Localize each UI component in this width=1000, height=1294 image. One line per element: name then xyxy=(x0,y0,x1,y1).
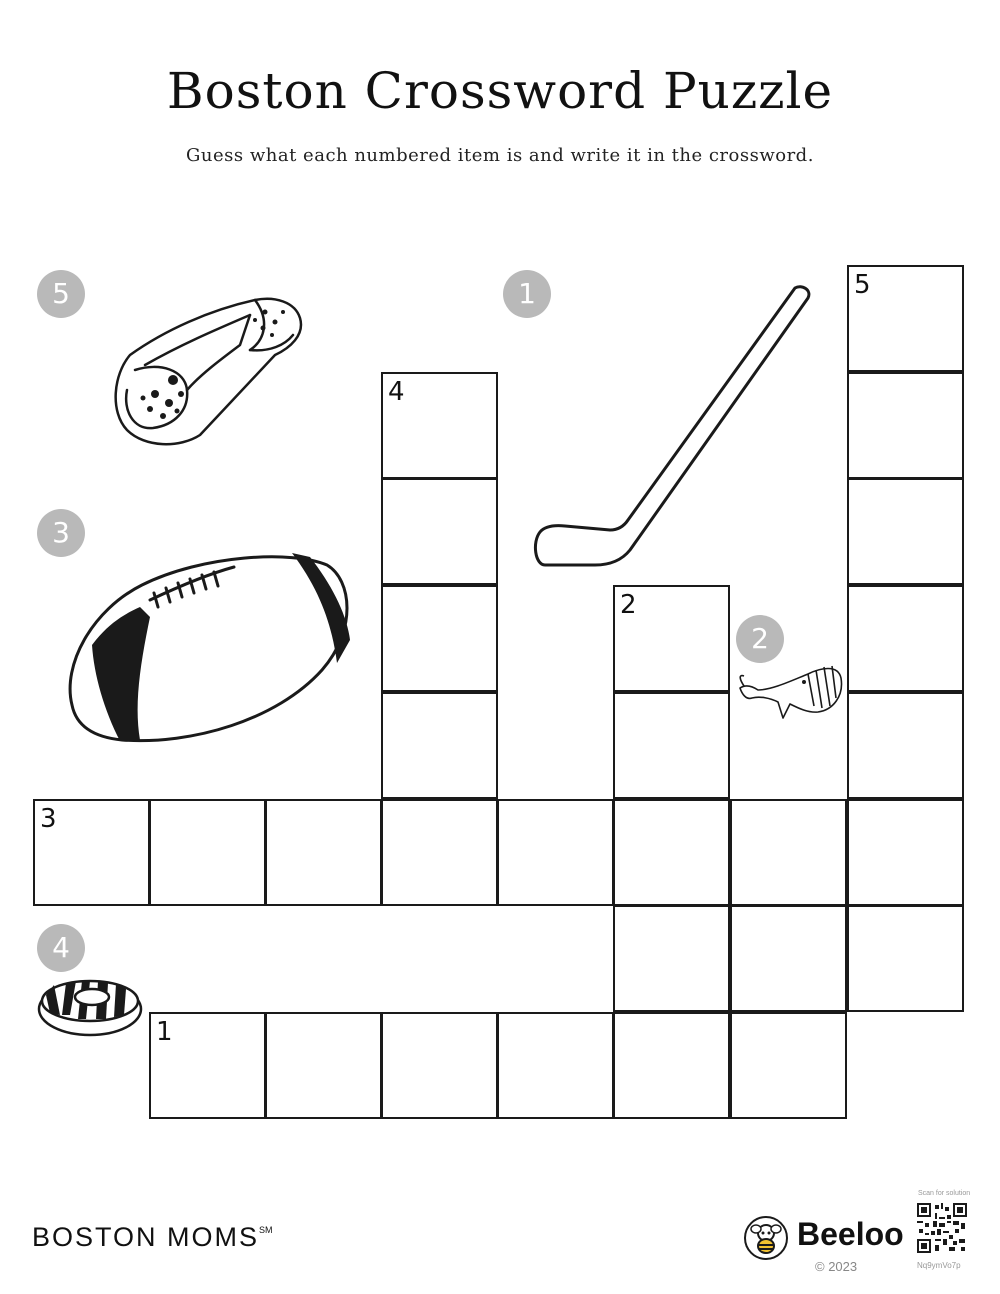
football-icon xyxy=(62,545,354,745)
crossword-cell[interactable] xyxy=(149,1012,266,1119)
crossword-cell[interactable] xyxy=(497,799,614,906)
donut-icon xyxy=(36,975,146,1039)
beeloo-logo: Beeloo xyxy=(797,1216,904,1252)
crossword-cell[interactable] xyxy=(613,905,730,1012)
clue-number: 5 xyxy=(854,270,871,300)
crossword-cell[interactable] xyxy=(613,585,730,692)
crossword-cell[interactable] xyxy=(847,585,964,692)
qr-code-icon[interactable] xyxy=(917,1203,967,1253)
instructions: Guess what each numbered item is and write it in the crossword. xyxy=(186,145,814,166)
hockey-stick-icon xyxy=(530,280,820,570)
service-mark: SM xyxy=(259,1225,273,1235)
page-title: Boston Crossword Puzzle xyxy=(166,62,834,120)
clue-number: 4 xyxy=(388,377,405,407)
crossword-cell[interactable] xyxy=(381,585,498,692)
crossword-cell[interactable] xyxy=(613,692,730,799)
clue-number: 2 xyxy=(620,590,637,620)
clue-badge-2: 2 xyxy=(736,615,784,663)
crossword-cell[interactable] xyxy=(265,799,382,906)
brand-name: BOSTON MOMS xyxy=(32,1222,260,1252)
crossword-cell[interactable] xyxy=(265,1012,382,1119)
qr-caption: Scan for solution xyxy=(918,1190,971,1197)
crossword-cell[interactable] xyxy=(613,799,730,906)
clue-number: 3 xyxy=(40,804,57,834)
crossword-cell[interactable] xyxy=(497,1012,614,1119)
clue-badge-1: 1 xyxy=(503,270,551,318)
qr-code-label: Nq9ymVo7p xyxy=(917,1261,961,1270)
bee-icon xyxy=(743,1215,789,1261)
boston-moms-logo xyxy=(32,1222,273,1253)
crossword-cell[interactable] xyxy=(847,692,964,799)
clue-badge-5: 5 xyxy=(37,270,85,318)
crossword-cell[interactable] xyxy=(847,799,964,906)
crossword-cell[interactable] xyxy=(847,478,964,585)
crossword-cell[interactable] xyxy=(730,799,847,906)
crossword-cell[interactable] xyxy=(847,372,964,479)
crossword-cell[interactable] xyxy=(847,265,964,372)
crossword-cell[interactable] xyxy=(847,905,964,1012)
cannoli-icon xyxy=(105,290,310,450)
whale-icon xyxy=(738,660,844,722)
crossword-cell[interactable] xyxy=(381,1012,498,1119)
crossword-cell[interactable] xyxy=(381,692,498,799)
crossword-cell[interactable] xyxy=(381,799,498,906)
crossword-cell[interactable] xyxy=(381,372,498,479)
crossword-cell[interactable] xyxy=(613,1012,730,1119)
clue-badge-4: 4 xyxy=(37,924,85,972)
crossword-cell[interactable] xyxy=(730,905,847,1012)
clue-badge-3: 3 xyxy=(37,509,85,557)
crossword-cell[interactable] xyxy=(730,1012,847,1119)
clue-number: 1 xyxy=(156,1017,173,1047)
crossword-cell[interactable] xyxy=(149,799,266,906)
copyright: © 2023 xyxy=(815,1259,858,1274)
crossword-cell[interactable] xyxy=(381,478,498,585)
crossword-cell[interactable] xyxy=(33,799,150,906)
